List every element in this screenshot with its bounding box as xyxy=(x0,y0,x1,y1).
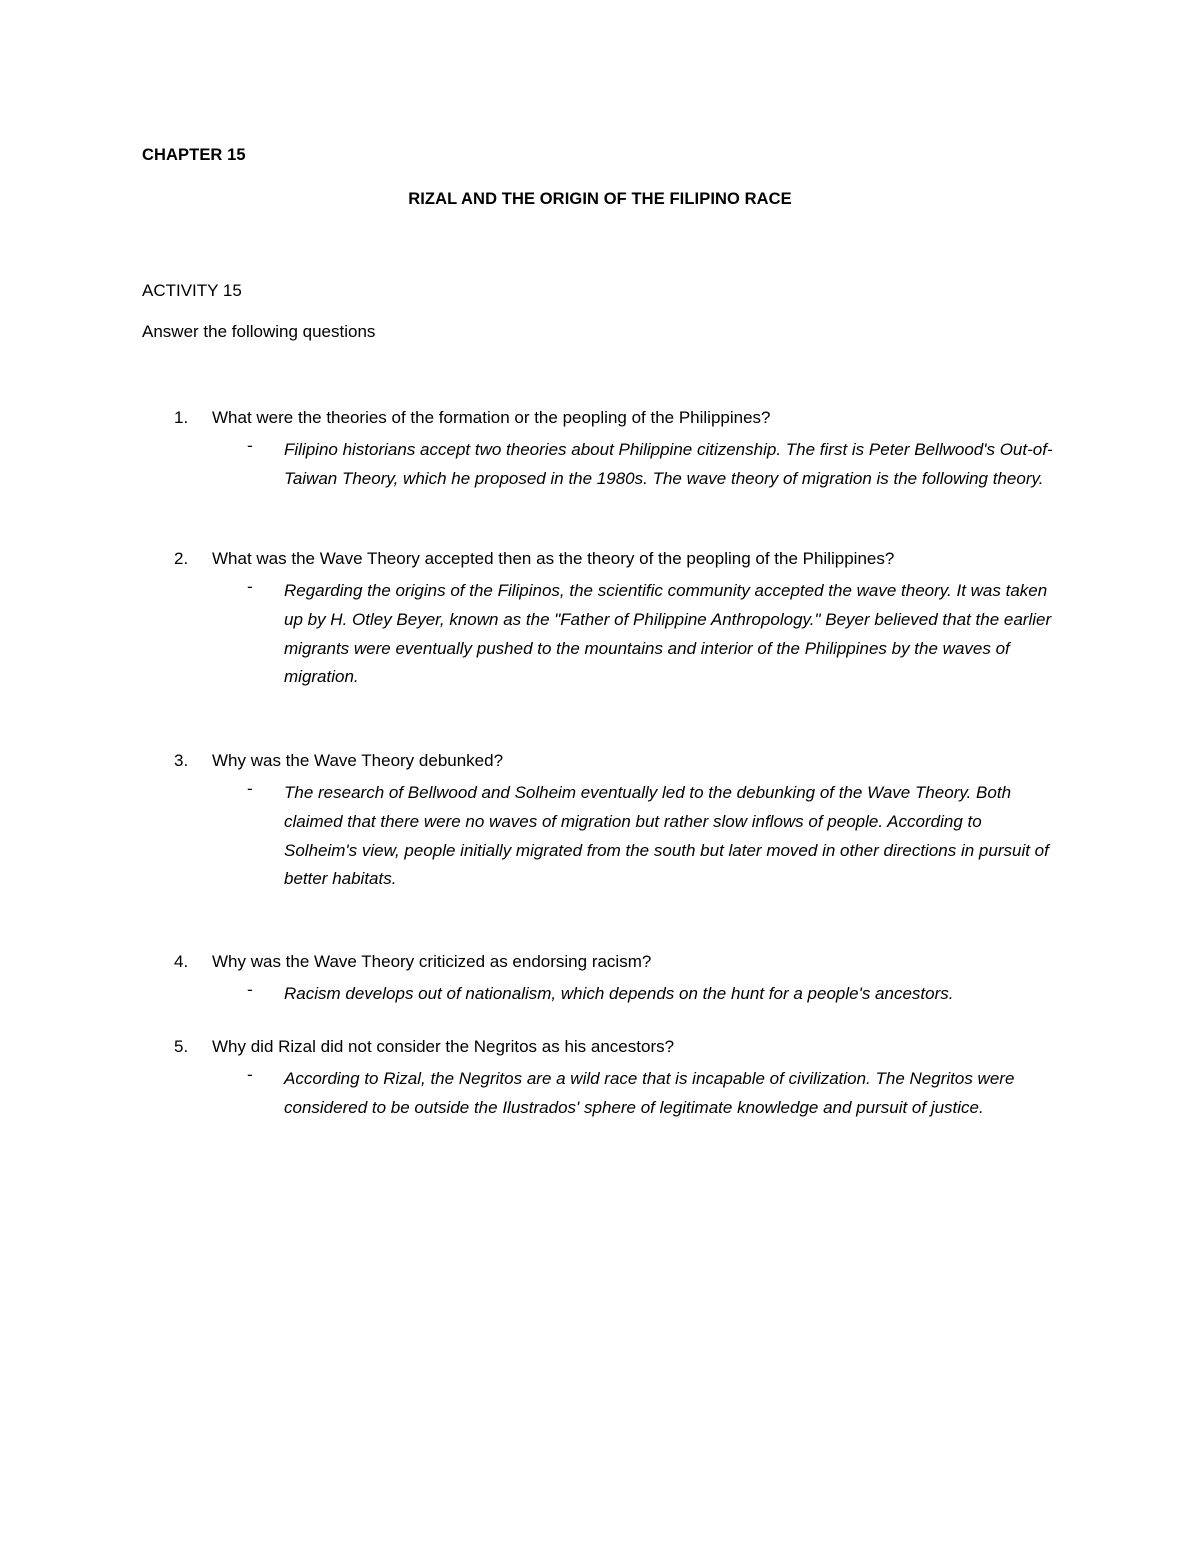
answer-text: Racism develops out of nationalism, which depends on the hunt for a people's ancestors. xyxy=(284,984,954,1003)
answer-dash: - xyxy=(247,1065,253,1084)
answer-text: The research of Bellwood and Solheim eventually led to the debunking of the Wave Theory. Both claimed that there were no waves of migration but rather slow inflows of people. According to Solheim's view, people initially migrated from the south but later moved in other directions in pursuit of better habitats. xyxy=(284,783,1049,889)
chapter-heading: CHAPTER 15 xyxy=(142,146,246,164)
answer-text: Filipino historians accept two theories about Philippine citizenship. The first is Peter Bellwood's Out-of-Taiwan Theory, which he proposed in the 1980s. The wave theory of migration is the following theory. xyxy=(284,440,1053,488)
question-number: 3. xyxy=(174,751,189,770)
document-title: RIZAL AND THE ORIGIN OF THE FILIPINO RACE xyxy=(408,190,792,208)
question-item-5 xyxy=(174,1037,1074,1123)
question-item-2 xyxy=(174,549,1074,692)
question-text: Why did Rizal did not consider the Negritos as his ancestors? xyxy=(212,1037,675,1056)
answer-text: Regarding the origins of the Filipinos, the scientific community accepted the wave theory. It was taken up by H. Otley Beyer, known as the "Father of Philippine Anthropology." Beyer believed that the earlier migrants were eventually pushed to the mountains and interior of the Philippines by the waves of migration. xyxy=(284,581,1052,687)
question-item-1 xyxy=(174,408,1074,494)
question-number: 1. xyxy=(174,408,189,427)
activity-heading: ACTIVITY 15 xyxy=(142,281,242,300)
question-text: Why was the Wave Theory debunked? xyxy=(212,751,504,770)
question-text: Why was the Wave Theory criticized as endorsing racism? xyxy=(212,952,652,971)
answer-text: According to Rizal, the Negritos are a wild race that is incapable of civilization. The Negritos were considered to be outside the Ilustrados' sphere of legitimate knowledge and pursuit of justice. xyxy=(284,1069,1015,1117)
question-number: 5. xyxy=(174,1037,189,1056)
answer-dash: - xyxy=(247,779,253,798)
question-item-3 xyxy=(174,751,1074,894)
question-number: 4. xyxy=(174,952,189,971)
answer-dash: - xyxy=(247,436,253,455)
question-text: What was the Wave Theory accepted then as the theory of the peopling of the Philippines? xyxy=(212,549,895,568)
answer-dash: - xyxy=(247,980,253,999)
question-item-4 xyxy=(174,952,1074,1009)
instruction-text: Answer the following questions xyxy=(142,322,376,341)
question-text: What were the theories of the formation or the peopling of the Philippines? xyxy=(212,408,771,427)
answer-dash: - xyxy=(247,577,253,596)
question-number: 2. xyxy=(174,549,189,568)
